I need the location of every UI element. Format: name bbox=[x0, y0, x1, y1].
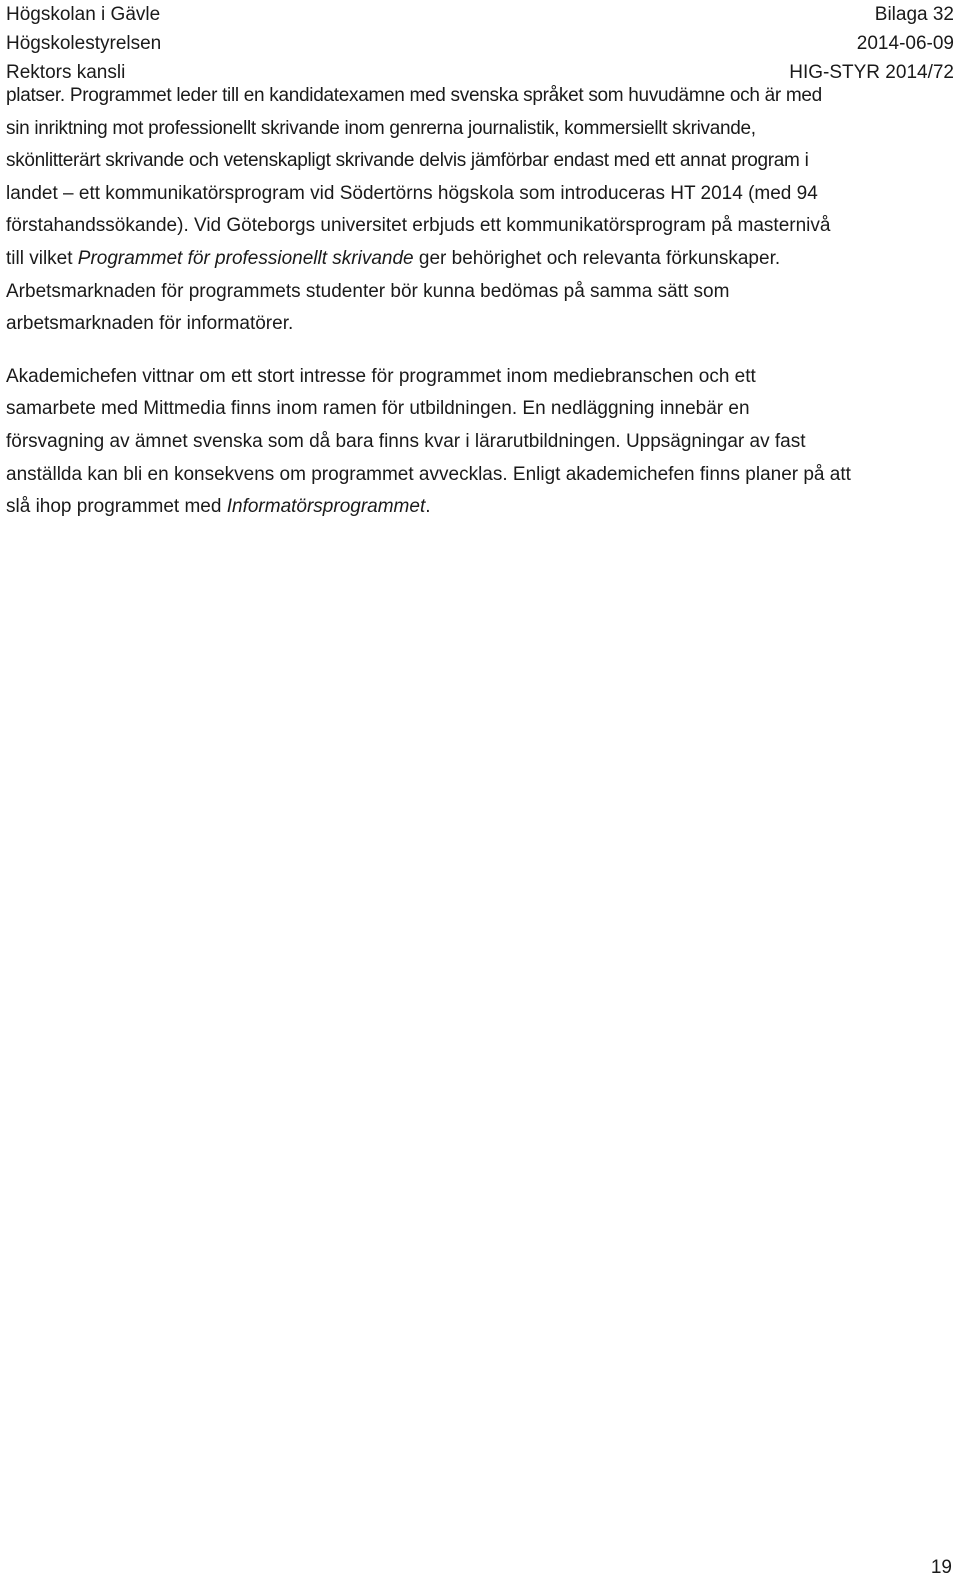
text-line bbox=[6, 491, 954, 524]
text-line: försvagning av ämnet svenska som då bara finns kvar i lärarutbildningen. Uppsägningar av fast bbox=[6, 430, 806, 452]
attachment-label: Bilaga 32 bbox=[874, 4, 954, 25]
text-segment: slå ihop programmet med bbox=[6, 496, 227, 518]
text-line: arbetsmarknaden för informatörer. bbox=[6, 313, 294, 335]
text-line: samarbete med Mittmedia finns inom ramen för utbildningen. En nedläggning innebär en bbox=[6, 398, 750, 420]
page-number: 19 bbox=[930, 1557, 952, 1578]
text-line: sin inriktning mot professionellt skrivande inom genrerna journalistik, kommersiellt skrivande, bbox=[6, 117, 756, 139]
paragraph-programme-description bbox=[6, 80, 954, 341]
office-name: Rektors kansli bbox=[6, 62, 126, 83]
programme-title-italic: Programmet för professionellt skrivande bbox=[77, 247, 414, 269]
header-row-2 bbox=[6, 29, 954, 58]
text-segment: till vilket bbox=[6, 247, 78, 269]
reference-number: HIG-STYR 2014/72 bbox=[789, 62, 954, 83]
text-line: skönlitterärt skrivande och vetenskapligt skrivande delvis jämförbar endast med ett annat program i bbox=[6, 150, 809, 172]
text-line: Akademichefen vittnar om ett stort intresse för programmet inom mediebranschen och ett bbox=[6, 365, 756, 387]
text-line: förstahandssökande). Vid Göteborgs universitet erbjuds ett kommunikatörsprogram på masternivå bbox=[6, 215, 831, 237]
text-line: landet – ett kommunikatörsprogram vid Södertörns högskola som introduceras HT 2014 (med 94 bbox=[6, 182, 818, 204]
header-row-1 bbox=[6, 0, 954, 29]
document-body bbox=[6, 80, 954, 524]
text-segment: ger behörighet och relevanta förkunskaper. bbox=[413, 247, 781, 269]
programme-title-italic: Informatörsprogrammet bbox=[226, 496, 426, 518]
text-line: platser. Programmet leder till en kandidatexamen med svenska språket som huvudämne och är med bbox=[6, 85, 822, 106]
text-line: Arbetsmarknaden för programmets studenter bör kunna bedömas på samma sätt som bbox=[6, 280, 730, 302]
text-line bbox=[6, 243, 954, 276]
institution-name: Högskolan i Gävle bbox=[6, 4, 161, 25]
paragraph-academic-head-statement bbox=[6, 361, 954, 524]
board-name: Högskolestyrelsen bbox=[6, 33, 162, 54]
document-header bbox=[6, 0, 954, 87]
text-segment: . bbox=[425, 496, 431, 518]
document-date: 2014-06-09 bbox=[856, 33, 954, 54]
text-line: anställda kan bli en konsekvens om programmet avvecklas. Enligt akademichefen finns planer på att bbox=[6, 463, 851, 485]
